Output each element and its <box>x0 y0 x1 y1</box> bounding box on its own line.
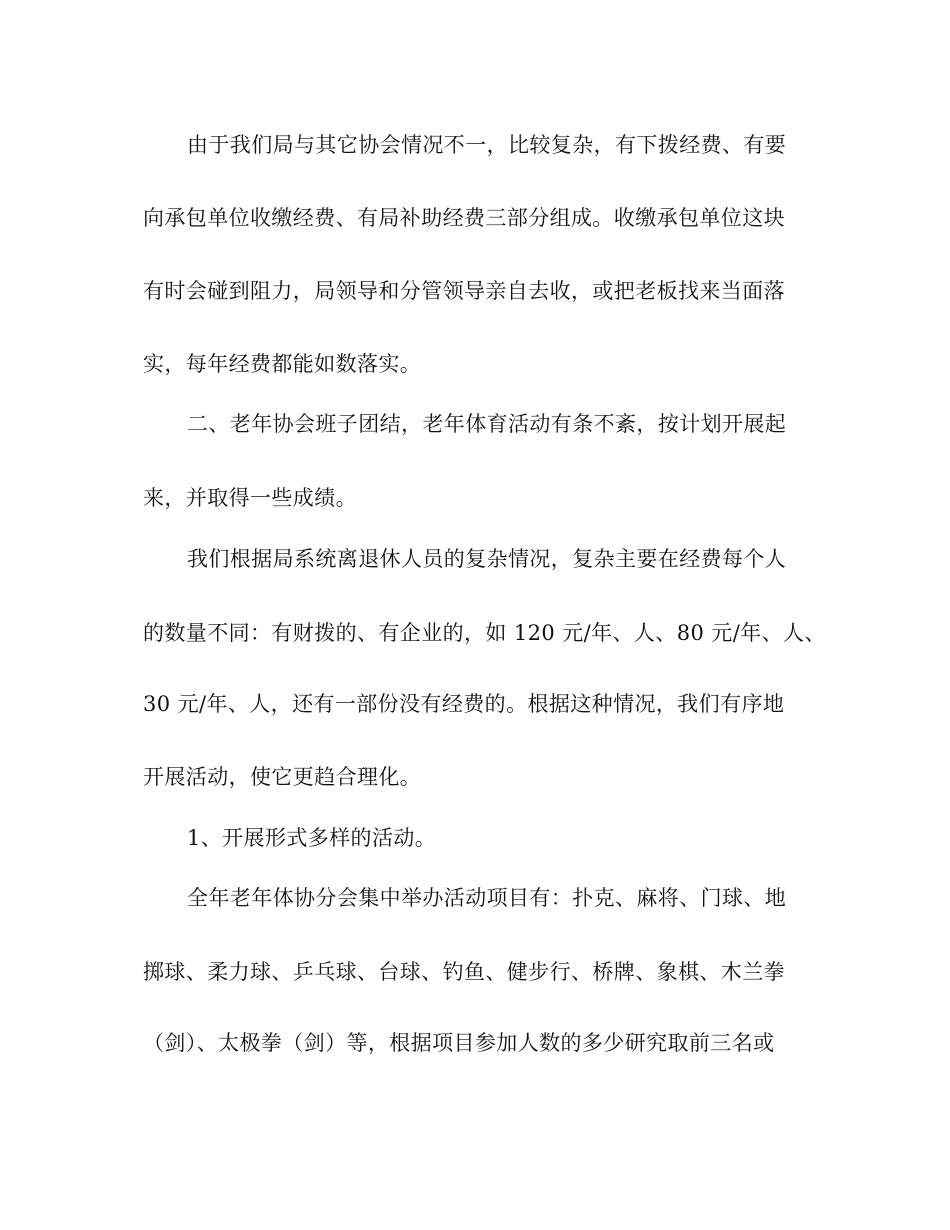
paragraph-1-line-3: 有时会碰到阻力，局领导和分管领导亲自去收，或把老板找来当面落 <box>143 279 785 303</box>
paragraph-2-line-3: 30 元/年、人，还有一部份没有经费的。根据这种情况，我们有序地 <box>143 692 785 716</box>
paragraph-2-line-2: 的数量不同：有财拨的、有企业的，如 120 元/年、人、80 元/年、人、 <box>143 621 826 645</box>
section-heading-2-line-2: 来，并取得一些成绩。 <box>143 486 357 510</box>
paragraph-2-line-1: 我们根据局系统离退休人员的复杂情况，复杂主要在经费每个人 <box>187 547 787 571</box>
paragraph-1-line-4: 实，每年经费都能如数落实。 <box>143 352 422 376</box>
paragraph-3-line-2: 掷球、柔力球、乒乓球、台球、钓鱼、健步行、桥牌、象棋、木兰拳 <box>143 960 785 984</box>
paragraph-3-line-1: 全年老年体协分会集中举办活动项目有：扑克、麻将、门球、地 <box>187 886 787 910</box>
section-heading-2-line-1: 二、老年协会班子团结，老年体育活动有条不紊，按计划开展起 <box>187 412 787 436</box>
subheading-1: 1、开展形式多样的活动。 <box>187 826 437 850</box>
paragraph-1-line-2: 向承包单位收缴经费、有局补助经费三部分组成。收缴承包单位这块 <box>143 206 785 230</box>
paragraph-3-line-3: （剑）、太极拳（剑）等，根据项目参加人数的多少研究取前三名或 <box>143 1031 775 1055</box>
paragraph-1-line-1: 由于我们局与其它协会情况不一，比较复杂，有下拨经费、有要 <box>187 133 787 157</box>
paragraph-2-line-4: 开展活动，使它更趋合理化。 <box>143 765 422 789</box>
